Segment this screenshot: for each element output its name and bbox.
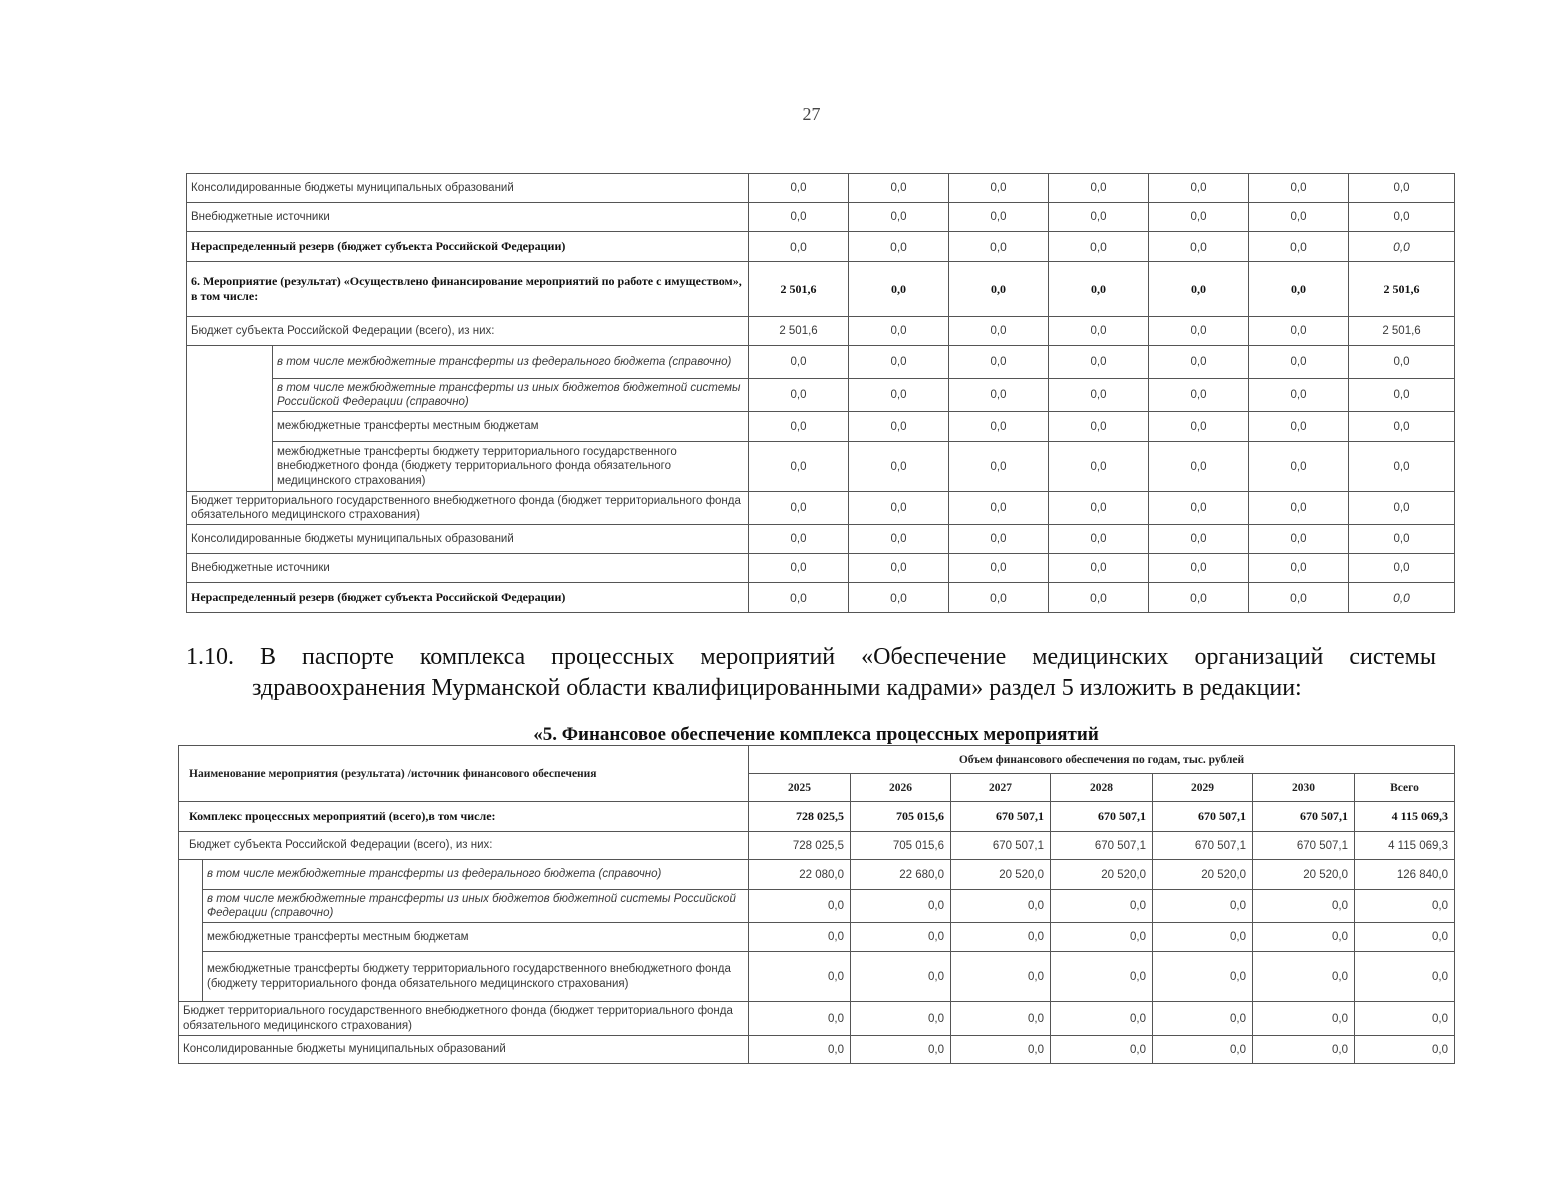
value-2028: 670 507,1 <box>1051 802 1153 832</box>
table-row <box>187 554 1455 583</box>
value-2026: 0,0 <box>849 174 949 203</box>
row-name: Внебюджетные источники <box>187 554 749 583</box>
value-total: 126 840,0 <box>1355 860 1455 890</box>
value-2029: 0,0 <box>1149 525 1249 554</box>
value-2026: 0,0 <box>849 492 949 525</box>
value-2025: 0,0 <box>749 923 851 952</box>
value-2029: 0,0 <box>1149 203 1249 232</box>
value-2025: 0,0 <box>749 203 849 232</box>
value-2026: 0,0 <box>849 412 949 442</box>
value-2030: 0,0 <box>1249 174 1349 203</box>
row-name: Нераспределенный резерв (бюджет субъекта Российской Федерации) <box>187 232 749 262</box>
value-2026: 0,0 <box>849 203 949 232</box>
table-row <box>179 1036 1455 1064</box>
table-row <box>187 412 1455 442</box>
value-2028: 0,0 <box>1051 890 1153 923</box>
value-2027: 0,0 <box>951 890 1051 923</box>
row-name: в том числе межбюджетные трансферты из иных бюджетов бюджетной системы Российской Федерации (справочно) <box>203 890 749 923</box>
value-2030: 0,0 <box>1249 583 1349 613</box>
row-name: Внебюджетные источники <box>187 203 749 232</box>
value-2027: 0,0 <box>949 203 1049 232</box>
value-2029: 670 507,1 <box>1153 832 1253 860</box>
value-2028: 0,0 <box>1051 1002 1153 1036</box>
section-title: «5. Финансовое обеспечение комплекса процессных мероприятий <box>533 724 1099 745</box>
value-2026: 0,0 <box>851 923 951 952</box>
value-2030: 0,0 <box>1253 952 1355 1002</box>
value-2030: 0,0 <box>1253 1036 1355 1064</box>
row-name: Бюджет территориального государственного внебюджетного фонда (бюджет территориального фонда обязательного медицинского страхования) <box>179 1002 749 1036</box>
value-2030: 0,0 <box>1249 554 1349 583</box>
value-2030: 0,0 <box>1249 203 1349 232</box>
header-group: Объем финансового обеспечения по годам, тыс. рублей <box>749 746 1455 774</box>
value-2028: 0,0 <box>1049 525 1149 554</box>
value-total: 2 501,6 <box>1349 317 1455 346</box>
value-2028: 0,0 <box>1051 1036 1153 1064</box>
value-2028: 0,0 <box>1049 232 1149 262</box>
value-2030: 0,0 <box>1249 317 1349 346</box>
page-number: 27 <box>802 104 821 124</box>
row-name: Бюджет территориального государственного внебюджетного фонда (бюджет территориального фонда обязательного медицинского страхования) <box>187 492 749 525</box>
value-2026: 0,0 <box>849 346 949 379</box>
value-2027: 0,0 <box>951 1036 1051 1064</box>
value-2027: 0,0 <box>949 525 1049 554</box>
value-2026: 0,0 <box>849 442 949 492</box>
value-2030: 0,0 <box>1249 412 1349 442</box>
value-2029: 20 520,0 <box>1153 860 1253 890</box>
value-2030: 0,0 <box>1249 492 1349 525</box>
value-2029: 0,0 <box>1149 379 1249 412</box>
value-2026: 0,0 <box>851 1002 951 1036</box>
row-name: 6. Мероприятие (результат) «Осуществлено финансирование мероприятий по работе с имуществом», в том числе: <box>187 262 749 317</box>
value-2028: 0,0 <box>1049 379 1149 412</box>
value-2026: 0,0 <box>851 890 951 923</box>
table-row <box>179 802 1455 832</box>
value-2026: 0,0 <box>849 379 949 412</box>
value-2028: 20 520,0 <box>1051 860 1153 890</box>
table-row <box>179 890 1455 923</box>
value-2030: 0,0 <box>1253 890 1355 923</box>
value-2025: 0,0 <box>749 346 849 379</box>
value-total: 4 115 069,3 <box>1355 832 1455 860</box>
table-row <box>179 1002 1455 1036</box>
row-name: межбюджетные трансферты бюджету территориального государственного внебюджетного фонда (бюджету территориального фонда обязательного медицинского страхования) <box>203 952 749 1002</box>
value-2027: 670 507,1 <box>951 832 1051 860</box>
value-2027: 0,0 <box>949 412 1049 442</box>
value-2030: 0,0 <box>1249 379 1349 412</box>
table-row <box>179 832 1455 860</box>
value-2025: 0,0 <box>749 554 849 583</box>
value-2029: 670 507,1 <box>1153 802 1253 832</box>
value-2028: 0,0 <box>1049 262 1149 317</box>
value-2028: 0,0 <box>1049 346 1149 379</box>
value-2030: 670 507,1 <box>1253 802 1355 832</box>
row-name: в том числе межбюджетные трансферты из федерального бюджета (справочно) <box>273 346 749 379</box>
value-total: 0,0 <box>1349 232 1455 262</box>
value-2025: 0,0 <box>749 442 849 492</box>
value-total: 0,0 <box>1349 583 1455 613</box>
row-name: межбюджетные трансферты местным бюджетам <box>203 923 749 952</box>
value-2029: 0,0 <box>1149 554 1249 583</box>
value-2029: 0,0 <box>1149 346 1249 379</box>
indent-cell <box>179 860 203 1002</box>
value-2028: 0,0 <box>1049 174 1149 203</box>
value-2027: 0,0 <box>949 174 1049 203</box>
value-2025: 2 501,6 <box>749 262 849 317</box>
value-2029: 0,0 <box>1153 1036 1253 1064</box>
value-2026: 705 015,6 <box>851 832 951 860</box>
value-2029: 0,0 <box>1153 1002 1253 1036</box>
value-2029: 0,0 <box>1149 412 1249 442</box>
value-2025: 0,0 <box>749 492 849 525</box>
header-year: 2027 <box>951 774 1051 802</box>
header-total: Всего <box>1355 774 1455 802</box>
value-2025: 0,0 <box>749 232 849 262</box>
row-name: межбюджетные трансферты местным бюджетам <box>273 412 749 442</box>
value-2025: 2 501,6 <box>749 317 849 346</box>
value-2030: 0,0 <box>1253 923 1355 952</box>
value-total: 0,0 <box>1349 442 1455 492</box>
value-total: 2 501,6 <box>1349 262 1455 317</box>
value-2025: 0,0 <box>749 952 851 1002</box>
value-total: 0,0 <box>1355 952 1455 1002</box>
value-2028: 0,0 <box>1049 442 1149 492</box>
value-2025: 0,0 <box>749 583 849 613</box>
table-row <box>187 492 1455 525</box>
value-2028: 0,0 <box>1049 203 1149 232</box>
table-row <box>187 232 1455 262</box>
table-row <box>187 203 1455 232</box>
value-2030: 0,0 <box>1249 525 1349 554</box>
value-2026: 0,0 <box>851 1036 951 1064</box>
value-2030: 0,0 <box>1249 346 1349 379</box>
header-year: 2030 <box>1253 774 1355 802</box>
row-name: Консолидированные бюджеты муниципальных образований <box>187 525 749 554</box>
value-2027: 0,0 <box>949 317 1049 346</box>
table-row <box>187 442 1455 492</box>
value-2027: 0,0 <box>949 583 1049 613</box>
table-row <box>187 379 1455 412</box>
value-2025: 0,0 <box>749 1036 851 1064</box>
value-2028: 670 507,1 <box>1051 832 1153 860</box>
amendment-paragraph <box>186 642 1436 704</box>
value-2029: 0,0 <box>1149 262 1249 317</box>
value-2027: 0,0 <box>951 1002 1051 1036</box>
value-2026: 22 680,0 <box>851 860 951 890</box>
table-row <box>179 860 1455 890</box>
value-total: 0,0 <box>1349 174 1455 203</box>
value-2028: 0,0 <box>1051 923 1153 952</box>
row-name: в том числе межбюджетные трансферты из иных бюджетов бюджетной системы Российской Федерации (справочно) <box>273 379 749 412</box>
header-row <box>179 746 1455 774</box>
row-name: межбюджетные трансферты бюджету территориального государственного внебюджетного фонда (бюджету территориального фонда обязательного медицинского страхования) <box>273 442 749 492</box>
value-2030: 0,0 <box>1253 1002 1355 1036</box>
row-name: Бюджет субъекта Российской Федерации (всего), из них: <box>179 832 749 860</box>
value-total: 0,0 <box>1355 1002 1455 1036</box>
value-total: 0,0 <box>1355 1036 1455 1064</box>
value-2025: 0,0 <box>749 412 849 442</box>
value-2025: 0,0 <box>749 1002 851 1036</box>
value-2027: 0,0 <box>949 379 1049 412</box>
value-total: 0,0 <box>1349 346 1455 379</box>
value-2025: 0,0 <box>749 890 851 923</box>
header-year: 2029 <box>1153 774 1253 802</box>
value-2029: 0,0 <box>1149 442 1249 492</box>
value-2026: 0,0 <box>849 232 949 262</box>
value-2027: 20 520,0 <box>951 860 1051 890</box>
funding-table <box>178 745 1455 1064</box>
value-2027: 0,0 <box>951 952 1051 1002</box>
row-name: Консолидированные бюджеты муниципальных образований <box>187 174 749 203</box>
value-2026: 0,0 <box>849 525 949 554</box>
value-2026: 0,0 <box>849 583 949 613</box>
value-2029: 0,0 <box>1149 174 1249 203</box>
paragraph-line-2: здравоохранения Мурманской области квалифицированными кадрами» раздел 5 изложить в редакции: <box>252 675 1302 701</box>
value-total: 0,0 <box>1349 379 1455 412</box>
value-2028: 0,0 <box>1049 412 1149 442</box>
value-2025: 0,0 <box>749 379 849 412</box>
value-2029: 0,0 <box>1153 923 1253 952</box>
value-2025: 728 025,5 <box>749 802 851 832</box>
value-total: 0,0 <box>1349 412 1455 442</box>
value-2028: 0,0 <box>1049 583 1149 613</box>
header-year: 2026 <box>851 774 951 802</box>
value-2030: 670 507,1 <box>1253 832 1355 860</box>
value-2025: 0,0 <box>749 525 849 554</box>
value-2029: 0,0 <box>1153 890 1253 923</box>
value-total: 0,0 <box>1355 890 1455 923</box>
value-2029: 0,0 <box>1149 492 1249 525</box>
row-name: Бюджет субъекта Российской Федерации (всего), из них: <box>187 317 749 346</box>
value-2028: 0,0 <box>1051 952 1153 1002</box>
value-total: 0,0 <box>1355 923 1455 952</box>
table-row <box>187 317 1455 346</box>
table-row <box>187 346 1455 379</box>
row-name: Комплекс процессных мероприятий (всего),в том числе: <box>179 802 749 832</box>
table-row <box>187 583 1455 613</box>
value-2030: 0,0 <box>1249 232 1349 262</box>
table-row <box>187 525 1455 554</box>
value-2030: 0,0 <box>1249 442 1349 492</box>
value-total: 0,0 <box>1349 203 1455 232</box>
row-name: в том числе межбюджетные трансферты из федерального бюджета (справочно) <box>203 860 749 890</box>
value-2029: 0,0 <box>1149 317 1249 346</box>
value-2028: 0,0 <box>1049 554 1149 583</box>
value-2027: 0,0 <box>949 554 1049 583</box>
value-2027: 0,0 <box>949 346 1049 379</box>
value-2027: 0,0 <box>949 262 1049 317</box>
value-2026: 0,0 <box>849 317 949 346</box>
value-2028: 0,0 <box>1049 317 1149 346</box>
value-2026: 0,0 <box>851 952 951 1002</box>
value-2029: 0,0 <box>1149 583 1249 613</box>
value-2025: 22 080,0 <box>749 860 851 890</box>
value-2026: 0,0 <box>849 554 949 583</box>
indent-cell <box>187 346 273 492</box>
value-2029: 0,0 <box>1149 232 1249 262</box>
table-row <box>179 923 1455 952</box>
value-2029: 0,0 <box>1153 952 1253 1002</box>
value-total: 0,0 <box>1349 492 1455 525</box>
value-2026: 705 015,6 <box>851 802 951 832</box>
value-total: 0,0 <box>1349 525 1455 554</box>
value-total: 4 115 069,3 <box>1355 802 1455 832</box>
value-2028: 0,0 <box>1049 492 1149 525</box>
table-row <box>187 174 1455 203</box>
value-2027: 670 507,1 <box>951 802 1051 832</box>
header-year: 2028 <box>1051 774 1153 802</box>
header-name: Наименование мероприятия (результата) /источник финансового обеспечения <box>179 746 749 802</box>
value-2027: 0,0 <box>949 442 1049 492</box>
row-name: Нераспределенный резерв (бюджет субъекта Российской Федерации) <box>187 583 749 613</box>
header-year: 2025 <box>749 774 851 802</box>
row-name: Консолидированные бюджеты муниципальных образований <box>179 1036 749 1064</box>
value-2027: 0,0 <box>951 923 1051 952</box>
paragraph-line-1: 1.10. В паспорте комплекса процессных мероприятий «Обеспечение медицинских организаций системы <box>186 644 1436 670</box>
value-2030: 20 520,0 <box>1253 860 1355 890</box>
value-total: 0,0 <box>1349 554 1455 583</box>
value-2030: 0,0 <box>1249 262 1349 317</box>
value-2027: 0,0 <box>949 232 1049 262</box>
table-row <box>187 262 1455 317</box>
funding-table-continued <box>186 173 1455 613</box>
value-2026: 0,0 <box>849 262 949 317</box>
table-row <box>179 952 1455 1002</box>
value-2025: 0,0 <box>749 174 849 203</box>
value-2025: 728 025,5 <box>749 832 851 860</box>
value-2027: 0,0 <box>949 492 1049 525</box>
